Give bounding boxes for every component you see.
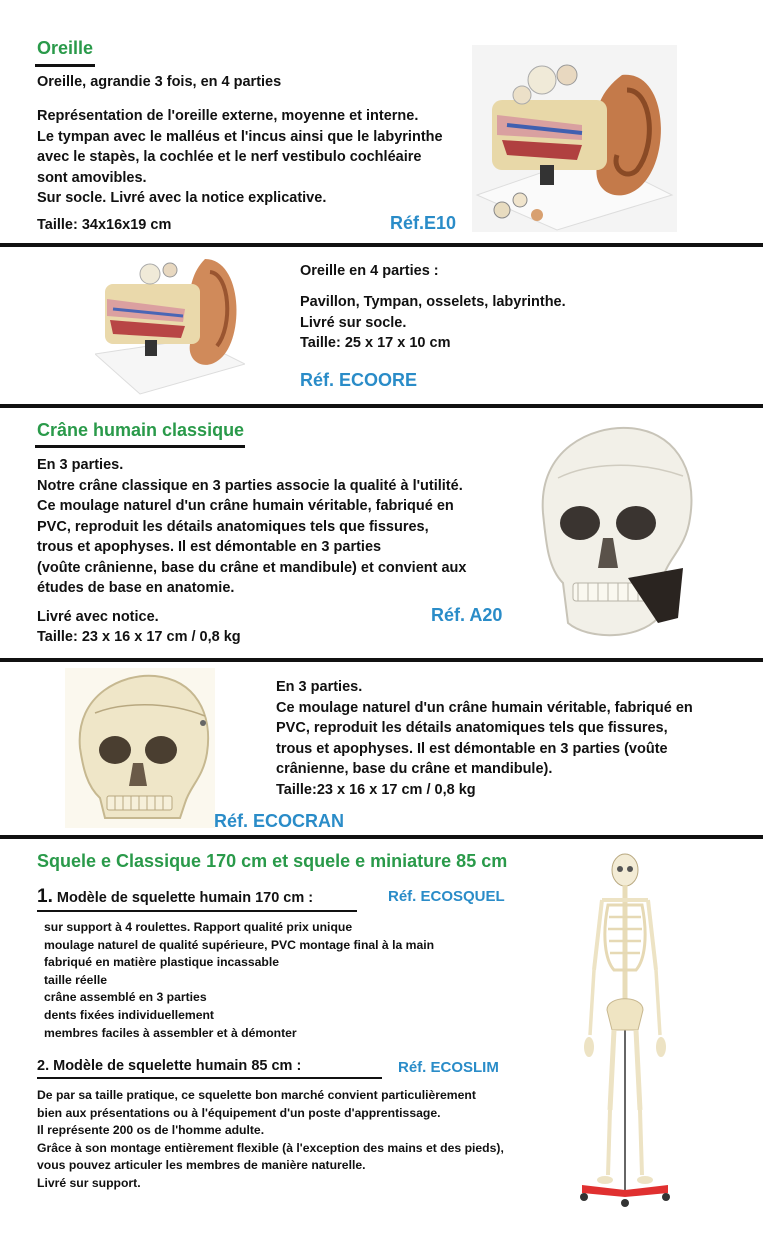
ear1-line: Représentation de l'oreille externe, moyenne et interne.	[37, 108, 419, 124]
model2-line: De par sa taille pratique, ce squelette bon marché convient particulièrement	[37, 1088, 476, 1102]
ear2-description	[300, 292, 700, 354]
ear1-line: sont amovibles.	[37, 169, 147, 186]
model1-line: crâne assemblé en 3 parties	[44, 990, 207, 1005]
ear1-line: Sur socle. Livré avec la notice explicative.	[37, 190, 327, 206]
skull-classic-image	[518, 418, 700, 648]
ear-model-small-image	[95, 254, 245, 396]
skull2-line: Ce moulage naturel d'un crâne humain véritable, fabriqué en	[276, 699, 693, 716]
ear2-heading: Oreille en 4 parties :	[300, 263, 439, 279]
model2-description	[37, 1087, 567, 1193]
model1-ref: Réf. ECOSQUEL	[388, 888, 505, 905]
skull1-size: Taille: 23 x 16 x 17 cm / 0,8 kg	[37, 629, 241, 645]
ear1-subtitle: Oreille, agrandie 3 fois, en 4 parties	[37, 74, 282, 90]
skull1-notice: Livré avec notice.	[37, 609, 159, 625]
skull2-ref: Réf. ECOCRAN	[214, 811, 345, 831]
skull1-line: PVC, reproduit les détails anatomiques tels que fissures,	[37, 518, 429, 535]
model2-underline	[37, 1077, 382, 1079]
model1-line: sur support à 4 roulettes. Rapport qualité prix unique	[44, 920, 353, 934]
ear2-line: Livré sur socle.	[300, 314, 407, 331]
section-divider	[0, 835, 763, 839]
ear1-line: avec le stapès, la cochlée et le nerf vestibulo cochléaire	[37, 149, 422, 165]
skull1-description	[37, 455, 527, 599]
skull1-line: (voûte crânienne, base du crâne et mandibule) et convient aux	[37, 559, 467, 576]
ear1-size: Taille: 34x16x19 cm	[37, 217, 172, 233]
section-title-crane: Crâne humain classique	[37, 420, 245, 440]
skull2-line: crânienne, base du crâne et mandibule).	[276, 761, 553, 777]
model1-number: 1.	[37, 886, 53, 907]
model1-heading: Modèle de squelette humain 170 cm :	[56, 890, 314, 906]
model1-line: fabriqué en matière plastique incassable	[44, 955, 280, 970]
section-title-squelette: Squele e Classique 170 cm et squele e miniature 85 cm	[37, 851, 508, 871]
skull2-line: Taille:23 x 16 x 17 cm / 0,8 kg	[276, 781, 476, 798]
skull2-line: trous et apophyses. Il est démontable en 3 parties (voûte	[276, 740, 668, 757]
skull1-line: En 3 parties.	[37, 457, 124, 473]
ear-model-large-image	[472, 45, 677, 232]
skull1-ref: Réf. A20	[431, 605, 503, 625]
section-title-oreille: Oreille	[37, 38, 94, 58]
model1-line: moulage naturel de qualité supérieure, PVC montage final à la main	[44, 937, 435, 952]
model2-line: vous pouvez articuler les membres de manière naturelle.	[37, 1158, 366, 1173]
skull1-line: études de base en anatomie.	[37, 580, 235, 596]
model1-line: dents fixées individuellement	[44, 1007, 214, 1022]
model1-features	[44, 919, 544, 1042]
model2-line: Il représente 200 os de l'homme adulte.	[37, 1123, 265, 1138]
title-underline	[35, 64, 95, 67]
skull2-line: En 3 parties.	[276, 679, 363, 695]
model1-line: membres faciles à assembler et à démonter	[44, 1025, 297, 1040]
ear1-line: Le tympan avec le malléus et l'incus ainsi que le labyrinthe	[37, 128, 443, 145]
section-divider	[0, 404, 763, 408]
model2-line: bien aux présentations ou à l'équipement d'un poste d'apprentissage.	[37, 1105, 441, 1120]
ear1-description	[37, 106, 477, 209]
section-divider	[0, 243, 763, 247]
ear1-ref: Réf.E10	[390, 213, 457, 233]
model2-line: Grâce à son montage entièrement flexible (à l'exception des mains et des pieds),	[37, 1140, 504, 1155]
ear2-line: Pavillon, Tympan, osselets, labyrinthe.	[300, 294, 566, 310]
model1-underline	[37, 910, 357, 912]
ear2-line: Taille: 25 x 17 x 10 cm	[300, 335, 451, 351]
model1-line: taille réelle	[44, 972, 108, 987]
skull2-line: PVC, reproduit les détails anatomiques tels que fissures,	[276, 720, 668, 736]
skull1-line: Ce moulage naturel d'un crâne humain véritable, fabriqué en	[37, 498, 454, 514]
skeleton-image	[572, 845, 678, 1220]
model1-heading-row	[37, 886, 313, 908]
section-divider	[0, 658, 763, 662]
model2-heading: 2. Modèle de squelette humain 85 cm :	[37, 1058, 302, 1074]
model2-line: Livré sur support.	[37, 1175, 141, 1190]
skull2-description	[276, 677, 746, 800]
skull-eco-image	[65, 668, 215, 828]
skull1-line: Notre crâne classique en 3 parties associe la qualité à l'utilité.	[37, 477, 463, 494]
model2-ref: Réf. ECOSLIM	[398, 1059, 499, 1076]
ear2-ref: Réf. ECOORE	[300, 370, 418, 390]
title-underline	[35, 445, 245, 448]
skull1-line: trous et apophyses. Il est démontable en 3 parties	[37, 539, 382, 555]
